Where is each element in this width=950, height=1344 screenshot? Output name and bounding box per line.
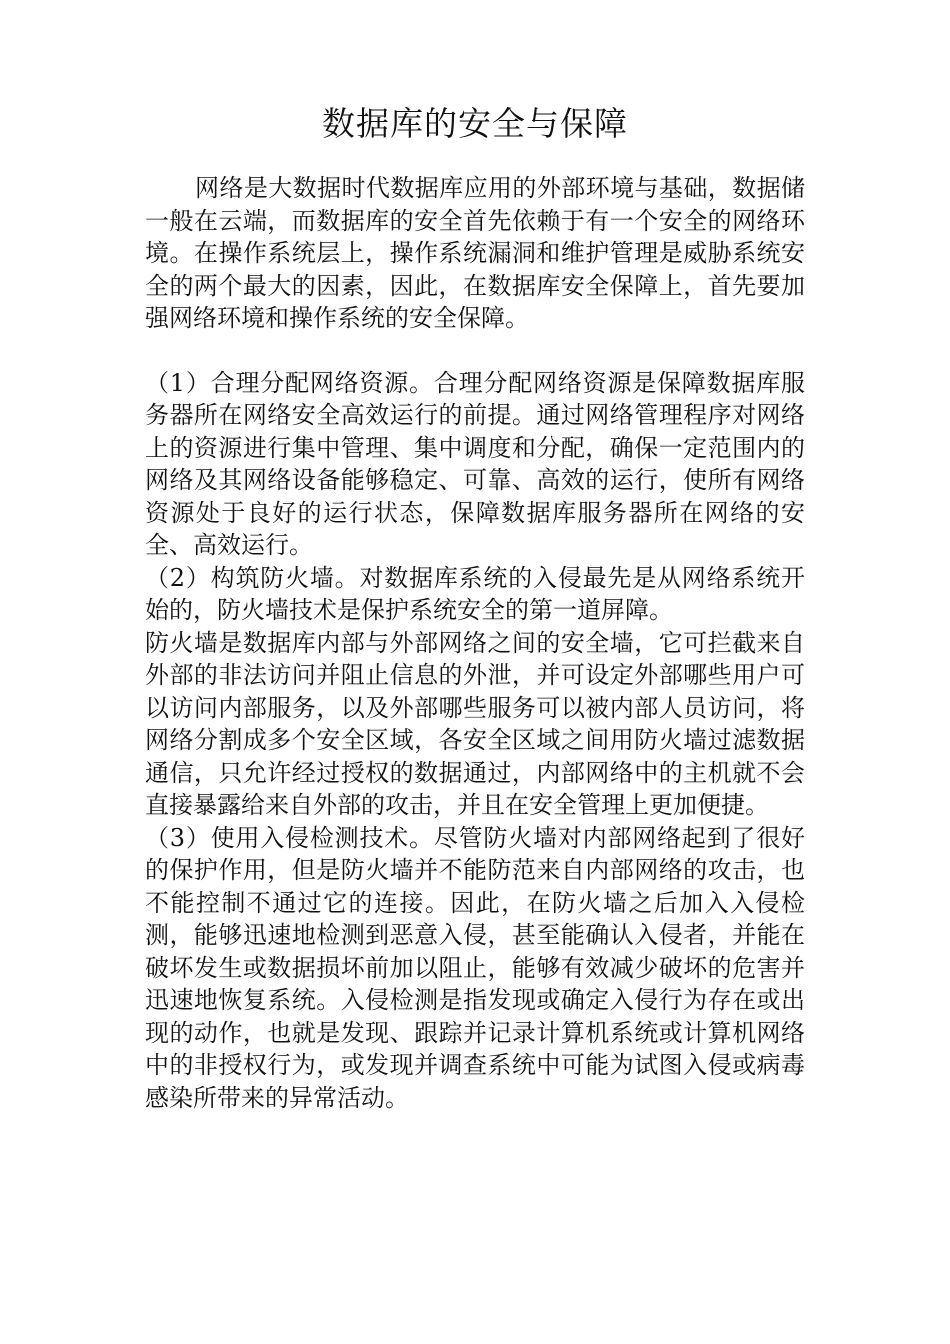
firewall-paragraph: 防火墙是数据库内部与外部网络之间的安全墙，它可拦截来自外部的非法访问并阻止信息的外泄，并可设定外部哪些用户可以访问内部服务，以及外部哪些服务可以被内部人员访问，将网络分割成多个安全区域，各安全区域之间用防火墙过滤数据通信，只允许经过授权的数据通过，内部网络中的主机就不会直接暴露给来自外部的攻击，并且在安全管理上更加便捷。: [145, 628, 805, 819]
document-page: [145, 98, 805, 1114]
section-2-paragraph: （2）构筑防火墙。对数据库系统的入侵最先是从网络系统开始的，防火墙技术是保护系统安全的第一道屏障。: [145, 563, 805, 624]
document-title: 数据库的安全与保障: [322, 104, 628, 143]
paragraph-gap: [145, 335, 805, 367]
intro-paragraph: 网络是大数据时代数据库应用的外部环境与基础，数据储一般在云端，而数据库的安全首先依赖于有一个安全的网络环境。在操作系统层上，操作系统漏洞和维护管理是威胁系统安全的两个最大的因素，因此，在数据库安全保障上，首先要加强网络环境和操作系统的安全保障。: [145, 174, 805, 332]
section-1-paragraph: （1）合理分配网络资源。合理分配网络资源是保障数据库服务器所在网络安全高效运行的前提。通过网络管理程序对网络上的资源进行集中管理、集中调度和分配，确保一定范围内的网络及其网络设备能够稳定、可靠、高效的运行，使所有网络资源处于良好的运行状态，保障数据库服务器所在网络的安全、高效运行。: [145, 368, 805, 559]
section-3-paragraph: （3）使用入侵检测技术。尽管防火墙对内部网络起到了很好的保护作用，但是防火墙并不能防范来自内部网络的攻击，也不能控制不通过它的连接。因此，在防火墙之后加入入侵检测，能够迅速地检测到恶意入侵，甚至能确认入侵者，并能在破坏发生或数据损坏前加以阻止，能够有效减少破坏的危害并迅速地恢复系统。入侵检测是指发现或确定入侵行为存在或出现的动作，也就是发现、跟踪并记录计算机系统或计算机网络中的非授权行为，或发现并调查系统中可能为试图入侵或病毒感染所带来的异常活动。: [145, 823, 805, 1112]
